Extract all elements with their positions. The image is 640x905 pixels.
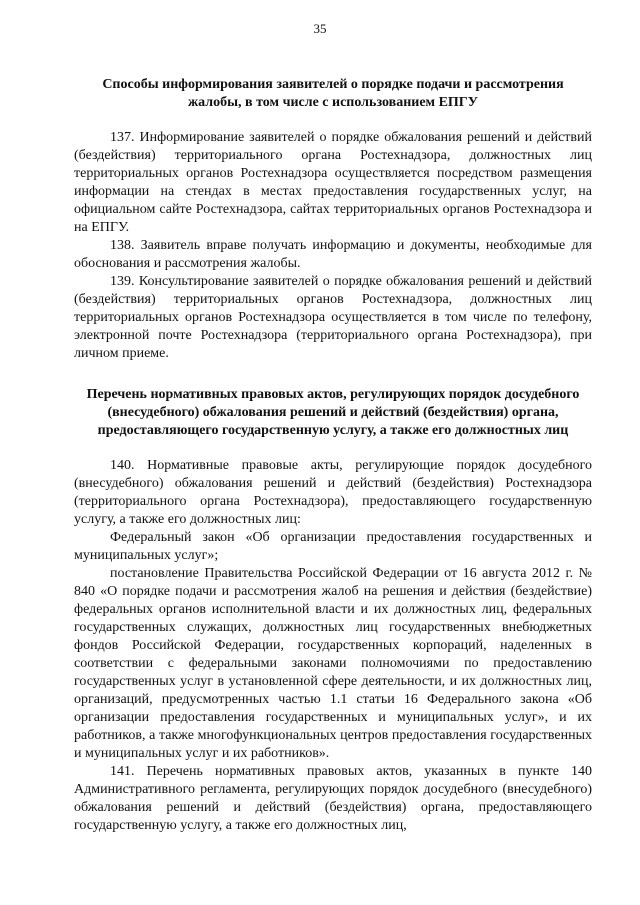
section-heading-legal-acts: Перечень нормативных правовых актов, регулирующих порядок досудебного (внесудебного) обжалования решений и действий (бездействия) органа, предоставляющего государственную услугу, а также его должностных лиц bbox=[86, 387, 580, 438]
paragraph-138: 138. Заявитель вправе получать информацию и документы, необходимые для обоснования и рассмотрения жалобы. bbox=[74, 238, 592, 271]
document-body bbox=[74, 76, 592, 835]
paragraph-federal-law: Федеральный закон «Об организации предоставления государственных и муниципальных услуг»; bbox=[74, 530, 592, 563]
paragraph-140: 140. Нормативные правовые акты, регулирующие порядок досудебного (внесудебного) обжалования решений и действий (бездействия) Ростехнадзора (территориального органа Ростехнадзора), предоставляющего государственную услугу, а также его должностных лиц: bbox=[74, 458, 592, 527]
section-heading-complaint-info: Способы информирования заявителей о порядке подачи и рассмотрения жалобы, в том числе с использованием ЕПГУ bbox=[102, 77, 564, 110]
paragraph-139: 139. Консультирование заявителей о порядке обжалования решений и действий (бездействия) территориальных органов Ростехнадзора, должностных лиц территориальных органов Ростехнадзора осуществляется в том числе по телефону, электронной почте Ростехнадзора (территориального органа Ростехнадзора), при личном приеме. bbox=[74, 274, 592, 361]
paragraph-government-decree: постановление Правительства Российской Федерации от 16 августа 2012 г. № 840 «О порядке подачи и рассмотрения жалоб на решения и действия (бездействие) федеральных органов исполнительной власти и их должностных лиц, федеральных государственных служащих, должностных лиц государственных внебюджетных фондов Российской Федерации, государственных корпораций, наделенных в соответствии с федеральными законами полномочиями по предоставлению государственных услуг в установленной сфере деятельности, и их должностных лиц, организаций, предусмотренных частью 1.1 статьи 16 Федерального закона «Об организации предоставления государственных и муниципальных услуг», и их работников, а также многофункциональных центров предоставления государственных и муниципальных услуг и их работников». bbox=[74, 566, 592, 761]
paragraph-137: 137. Информирование заявителей о порядке обжалования решений и действий (бездействия) территориального органа Ростехнадзора, должностных лиц территориальных органов Ростехнадзора осуществляется посредством размещения информации на стендах в местах предоставления государственных услуг, на официальном сайте Ростехнадзора, сайтах территориальных органов Ростехнадзора и на ЕПГУ. bbox=[74, 130, 592, 235]
page-number: 35 bbox=[313, 21, 327, 36]
paragraph-141: 141. Перечень нормативных правовых актов, указанных в пункте 140 Административного регламента, регулирующих порядок досудебного (внесудебного) обжалования решений и действий (бездействия) органа, предоставляющего государственную услугу, а также его должностных лиц, bbox=[74, 764, 592, 833]
